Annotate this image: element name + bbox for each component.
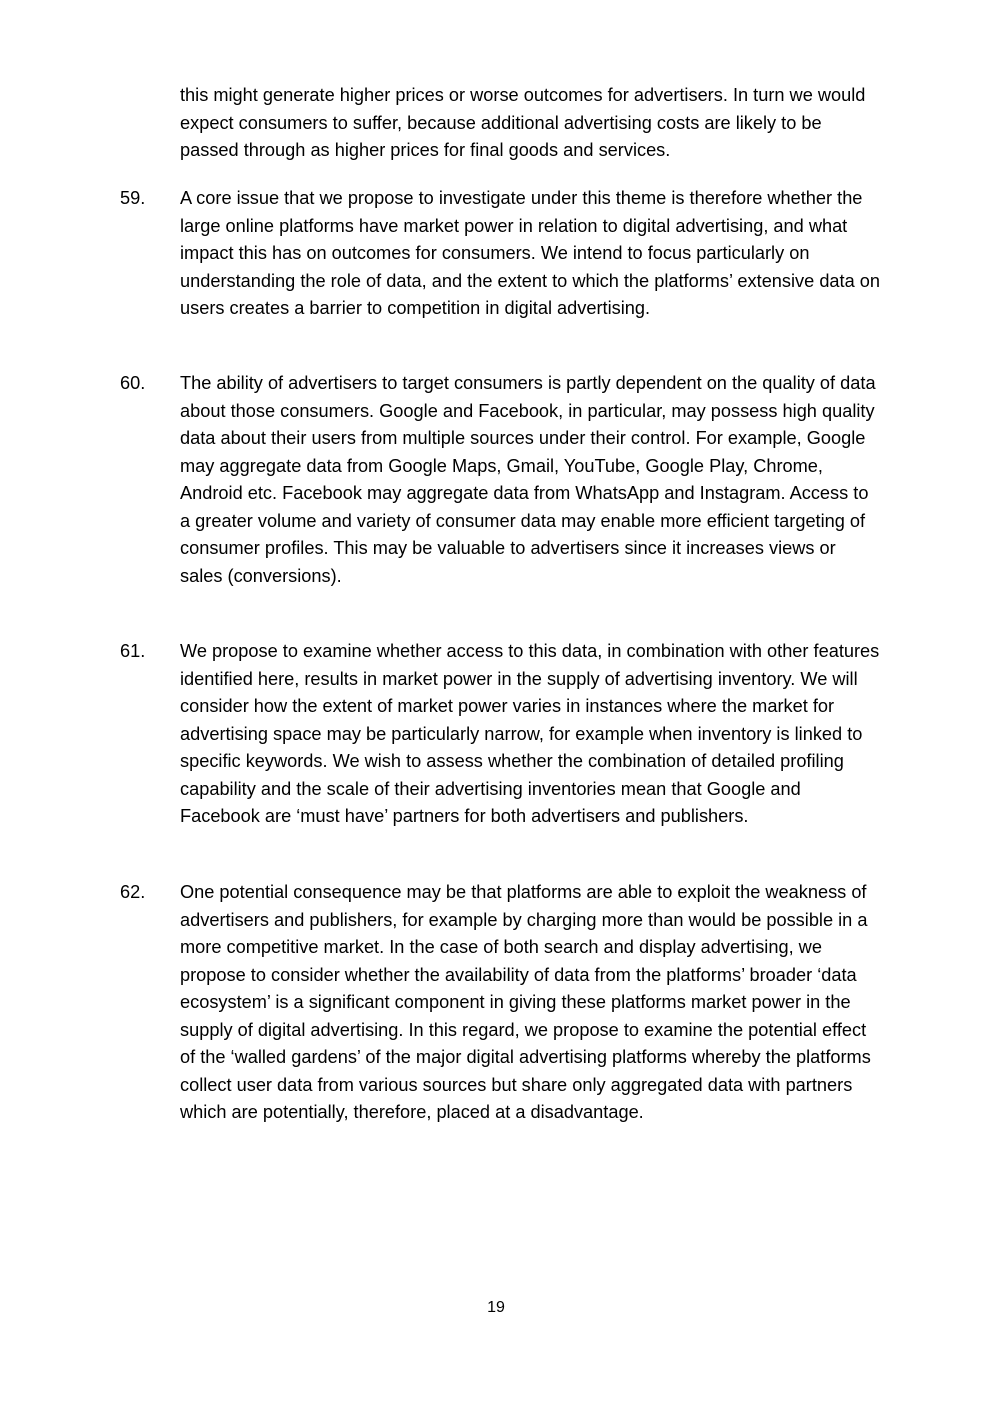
continuation-paragraph: this might generate higher prices or worse outcomes for advertisers. In turn we would expect consumers to suffer, because additional advertising costs are likely to be passed through as higher prices for final goods and services. <box>180 85 866 160</box>
paragraph-number: 61. <box>120 641 146 661</box>
paragraph-number: 59. <box>120 188 146 208</box>
paragraph-text: A core issue that we propose to investigate under this theme is therefore whether the large online platforms have market power in relation to digital advertising, and what impact this has on outcomes for consumers. We intend to focus particularly on understanding the role of data, and the extent to which the platforms’ extensive data on users creates a barrier to competition in digital advertising. <box>180 188 880 318</box>
paragraph-text: The ability of advertisers to target consumers is partly dependent on the quality of data about those consumers. Google and Facebook, in particular, may possess high quality data about their users from multiple sources under their control. For example, Google may aggregate data from Google Maps, Gmail, YouTube, Google Play, Chrome, Android etc. Facebook may aggregate data from WhatsApp and Instagram. Access to a greater volume and variety of consumer data may enable more efficient targeting of consumer profiles. This may be valuable to advertisers since it increases views or sales (conversions). <box>180 373 876 586</box>
paragraph-text: One potential consequence may be that platforms are able to exploit the weakness of advertisers and publishers, for example by charging more than would be possible in a more competitive market. In the case of both search and display advertising, we propose to consider whether the availability of data from the platforms’ broader ‘data ecosystem’ is a significant component in giving these platforms market power in the supply of digital advertising. In this regard, we propose to examine the potential effect of the ‘walled gardens’ of the major digital advertising platforms whereby the platforms collect user data from various sources but share only aggregated data with partners which are potentially, therefore, placed at a disadvantage. <box>180 882 871 1122</box>
page-number: 19 <box>487 1299 505 1316</box>
paragraph-number: 62. <box>120 882 146 902</box>
paragraph-number: 60. <box>120 373 146 393</box>
paragraph-text: We propose to examine whether access to this data, in combination with other features identified here, results in market power in the supply of advertising inventory. We will consider how the extent of market power varies in instances where the market for advertising space may be particularly narrow, for example when inventory is linked to specific keywords. We wish to assess whether the combination of detailed profiling capability and the scale of their advertising inventories mean that Google and Facebook are ‘must have’ partners for both advertisers and publishers. <box>180 641 880 826</box>
